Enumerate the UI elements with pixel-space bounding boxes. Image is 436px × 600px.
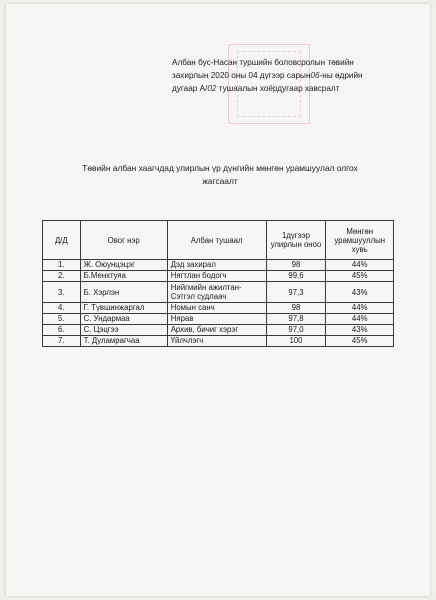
handwritten-order-number: 02: [207, 84, 217, 93]
row-name: Г. Түвшинжаргал: [80, 303, 167, 314]
header-line-2-suffix: -ны өдрийн: [319, 71, 363, 80]
row-position: Нийгмийн ажилтан-Сэтгэл судлаач: [167, 282, 266, 303]
row-name: Б.Менхтуяа: [80, 271, 167, 282]
col-header-score: 1дүгээр улирлын оноо: [266, 221, 326, 260]
row-position: Номын санч: [167, 303, 266, 314]
handwritten-day: 06: [310, 71, 320, 80]
col-header-bonus-percent: Мөнгөн урамшууллын хувь: [326, 221, 394, 260]
row-name: Т. Дуламрагчаа: [80, 336, 167, 347]
row-name: С. Цэцгээ: [80, 325, 167, 336]
header-line-3-suffix: тушаалын хоёрдугаар хавсралт: [216, 84, 340, 93]
bonus-table: [42, 220, 394, 347]
row-score: 100: [266, 336, 326, 347]
header-line-1: Албан бус-Насан туршийн боловсролын төвийн: [172, 58, 354, 67]
row-score: 97,8: [266, 314, 326, 325]
header-line-2: [172, 71, 363, 80]
row-position: Дэд захирал: [167, 260, 266, 271]
row-bonus-percent: 45%: [326, 271, 394, 282]
row-bonus-percent: 43%: [326, 325, 394, 336]
row-bonus-percent: 44%: [326, 303, 394, 314]
row-name: Ж. Оюунцэцэг: [80, 260, 167, 271]
row-bonus-percent: 45%: [326, 336, 394, 347]
row-bonus-percent: 44%: [326, 260, 394, 271]
table-row: [43, 260, 394, 271]
row-score: 97,0: [266, 325, 326, 336]
row-bonus-percent: 43%: [326, 282, 394, 303]
row-score: 99,6: [266, 271, 326, 282]
col-header-number: Д/Д: [43, 221, 81, 260]
table-header-row: [43, 221, 394, 260]
row-name: Б. Хэрлэн: [80, 282, 167, 303]
row-name: С. Ундармаа: [80, 314, 167, 325]
row-position: Архив, бичиг хэрэг: [167, 325, 266, 336]
row-position: Нягтлан бодогч: [167, 271, 266, 282]
table-row: [43, 303, 394, 314]
header-line-3-text: дугаар А/: [172, 84, 208, 93]
table-row: [43, 325, 394, 336]
document-title: Төвийн албан хаагчдад улирлын үр дүнгийн мөнгөн урамшуулал олгох жагсаалт: [82, 163, 358, 186]
row-number: 3.: [43, 282, 81, 303]
col-header-name: Овог нэр: [80, 221, 167, 260]
row-position: Үйлчлэгч: [167, 336, 266, 347]
row-bonus-percent: 44%: [326, 314, 394, 325]
header-line-2-text: захирлын 2020 оны 04 дүгээр сарын: [172, 71, 311, 80]
row-number: 5.: [43, 314, 81, 325]
row-position: Нярав: [167, 314, 266, 325]
row-number: 4.: [43, 303, 81, 314]
row-number: 2.: [43, 271, 81, 282]
row-number: 7.: [43, 336, 81, 347]
table-row: [43, 271, 394, 282]
table-row: [43, 314, 394, 325]
table-row: [43, 282, 394, 303]
row-score: 98: [266, 260, 326, 271]
row-number: 1.: [43, 260, 81, 271]
table-row: [43, 336, 394, 347]
col-header-position: Албан тушаал: [167, 221, 266, 260]
row-number: 6.: [43, 325, 81, 336]
header-line-3: [172, 84, 339, 93]
row-score: 97,3: [266, 282, 326, 303]
row-score: 98: [266, 303, 326, 314]
